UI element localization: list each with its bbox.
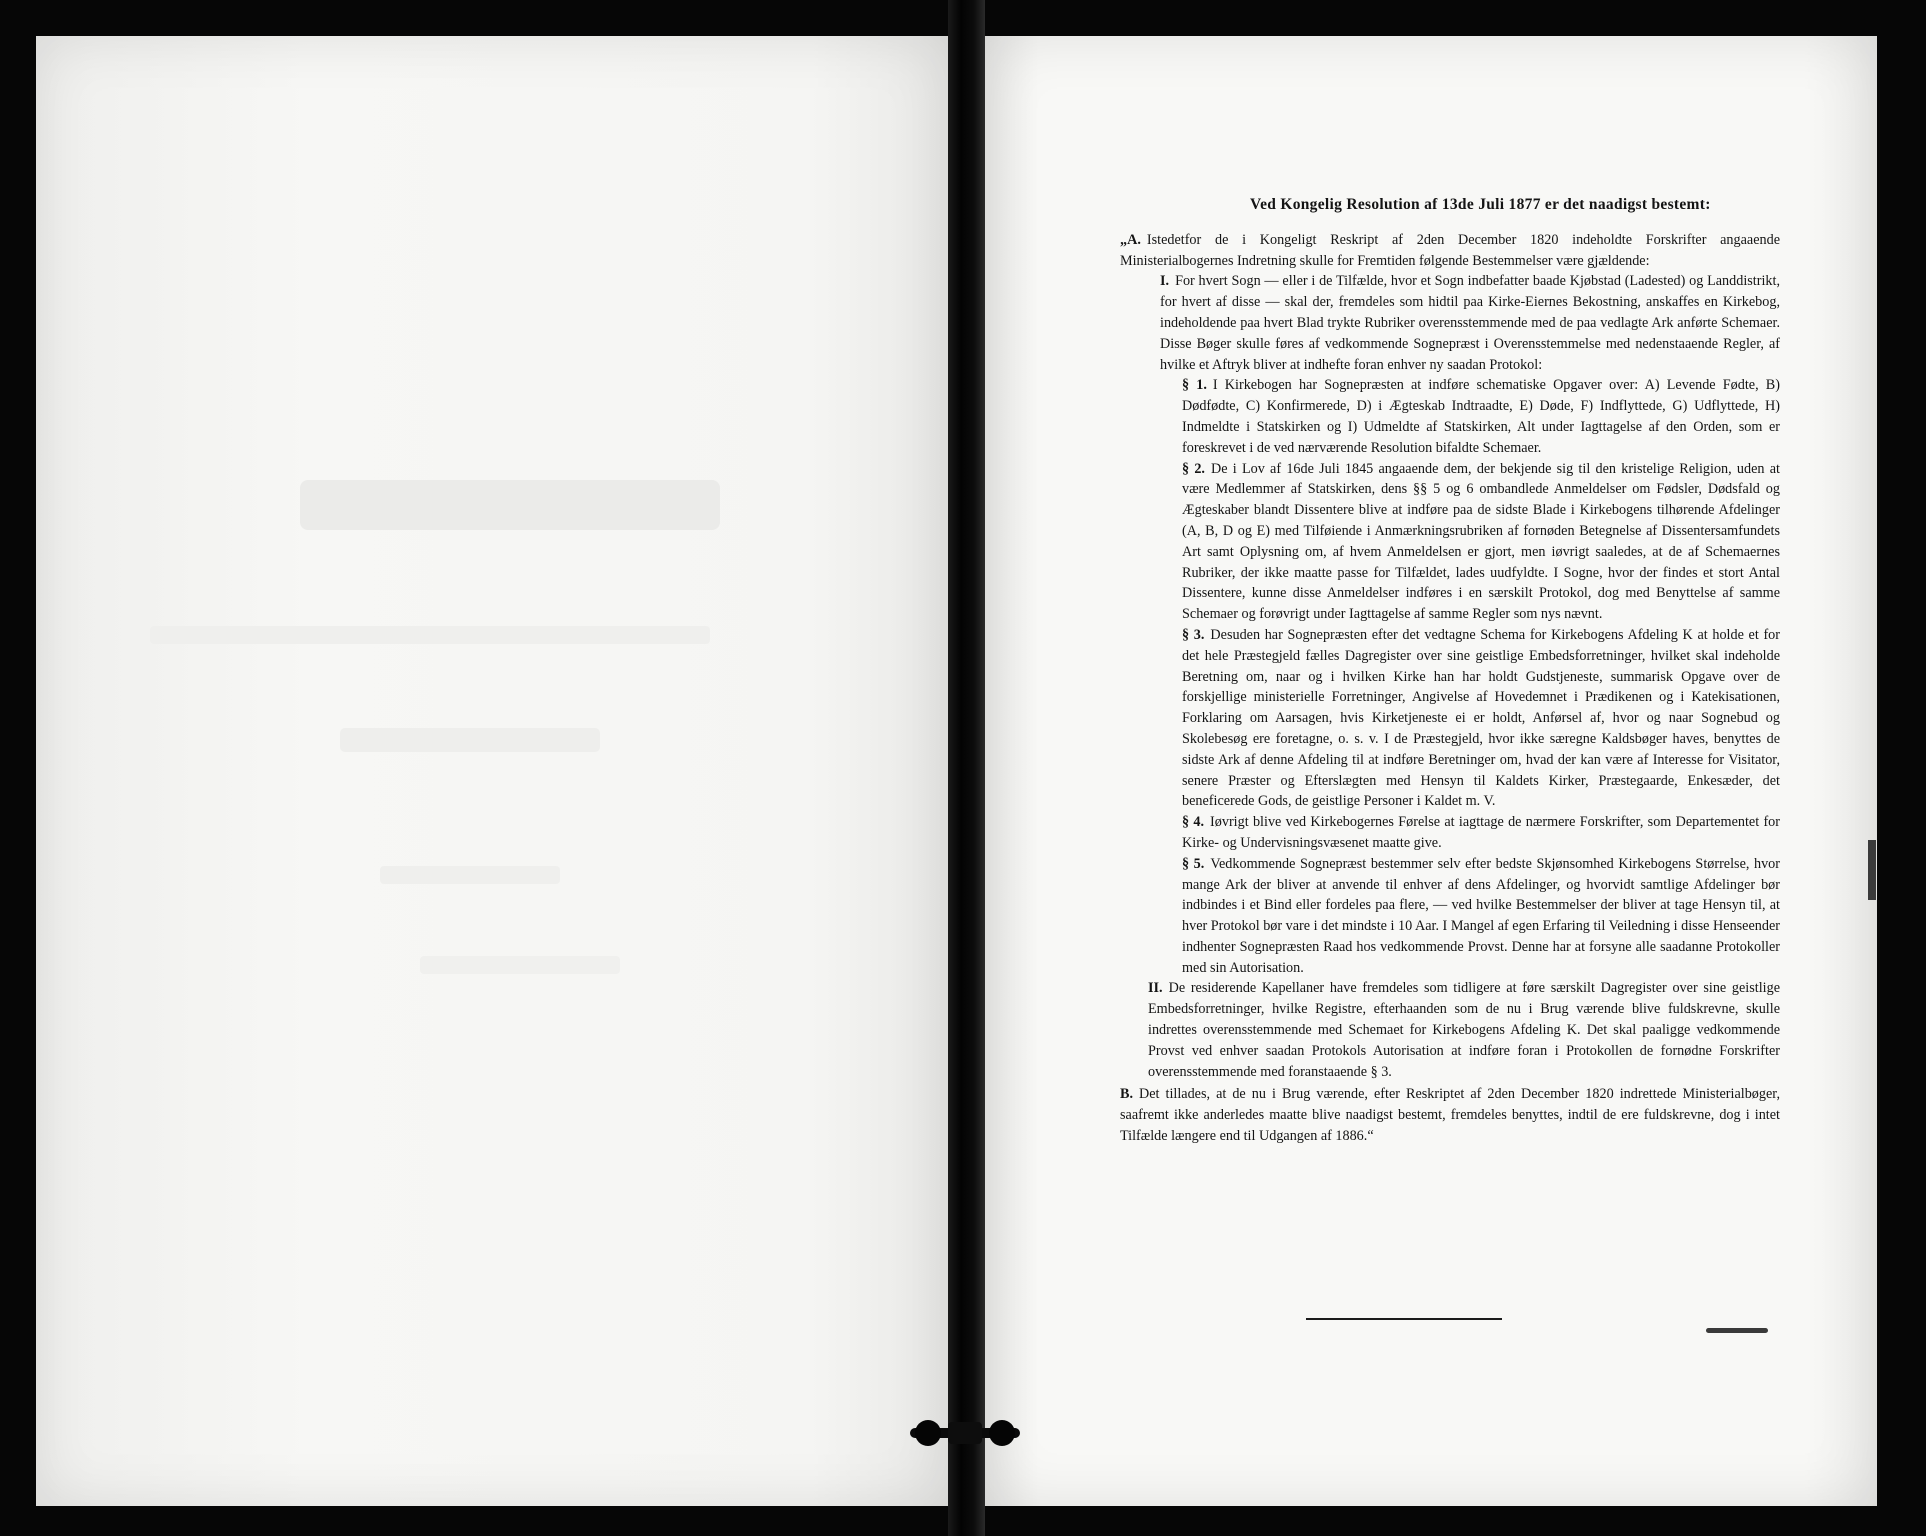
book-gutter	[948, 0, 985, 1536]
bleed-through-smudge	[420, 950, 620, 986]
paragraph-marker: II.	[1148, 980, 1163, 997]
paragraph-marker: § 4.	[1182, 814, 1205, 831]
paragraph-marker: I.	[1160, 273, 1170, 290]
section-3	[1182, 625, 1780, 812]
paragraph-text: For hvert Sogn — eller i de Tilfælde, hvor et Sogn indbefatter baade Kjøbstad (Ladested) og Landdistrikt, for hvert af disse — skal der, fremdeles som hidtil paa Kirke-Eiernes Bekostning, anskaffes en Kirkebog, indeholdende paa hvert Blad trykte Rubriker overensstemmende med de paa vedlagte Ark anførte Schemaer. Disse Bøger skulle føres af vedkommende Sognepræst i Overensstemmelse med nedenstaaende Regler, af hvilke et Aftryk bliver at indhefte foran enhver ny saadan Protokol:	[1160, 273, 1780, 373]
paragraph-text: Det tillades, at de nu i Brug værende, efter Reskriptet af 2den December 1820 indrettede Ministerialbøger, saafremt ikke anderledes maatte blive naadigst bestemt, fremdeles benyttes, indtil de ere fuldskrevne, dog i intet Tilfælde længere end til Udgangen af 1886.“	[1120, 1086, 1780, 1145]
paragraph-text: I Kirkebogen har Sognepræsten at indføre schematiske Opgaver over: A) Levende Fødte, B) Dødfødte, C) Konfirmerede, D) i Ægteskab Indtraadte, E) Døde, F) Indflyttede, G) Udflyttede, H) Indmeldte i Statskirken og I) Udmeldte af Statskirken, Alt under Iagttagelse af den Orden, som er foreskrevet i de ved nærværende Resolution bifaldte Schemaer.	[1182, 377, 1780, 456]
paragraph-marker: § 5.	[1182, 855, 1205, 872]
paragraph-text: Istedetfor de i Kongeligt Reskript af 2den December 1820 indeholdte Forskrifter angaaende Ministerialbogernes Indretning skulle for Fremtiden følgende Bestemmelser være gjældende:	[1120, 231, 1780, 269]
bleed-through-smudge	[150, 620, 710, 656]
resolution-text	[1120, 195, 1780, 1147]
section-2	[1182, 459, 1780, 625]
bleed-through-smudge	[380, 860, 560, 896]
paragraph-marker: „A.	[1120, 231, 1141, 248]
bleed-through-smudge	[300, 470, 720, 555]
binding-clip-icon	[910, 1418, 1020, 1448]
paragraph-I	[1160, 271, 1780, 375]
paragraph-text: Iøvrigt blive ved Kirkebogernes Førelse at iagttage de nærmere Forskrifter, som Departementet for Kirke- og Undervisningsvæsenet maatte give.	[1182, 814, 1780, 851]
paragraph-A	[1120, 230, 1780, 272]
bleed-through-smudge	[340, 720, 600, 768]
paragraph-text: De i Lov af 16de Juli 1845 angaaende dem, der bekjende sig til den kristelige Religion, uden at være Medlemmer af Statskirken, dens §§ 5 og 6 ombandlede Anmeldelser om Fødsler, Dødsfald og Ægteskaber blandt Dissentere blive at indføre paa de sidste Blade i Kirkebogens tilhørende Afdelinger (A, B, D og E) med Tilføiende i Anmærkningsrubriken af fornøden Betegnelse af Dissentersamfundets Art samt Oplysning om, af hvem Anmeldelsen er gjort, men iøvrigt saaledes, at de af Schemaernes Rubriker, der ikke maatte passe for Tilfældet, lades uudfyldte. I Sogne, hvor der findes et stort Antal Dissentere, kunne disse Anmeldelser indføres i en særskilt Protokol, dog med Benyttelse af samme Schemaer og forøvrigt under Iagttagelse af samme Regler som nys nævnt.	[1182, 460, 1780, 623]
ink-stain	[1706, 1328, 1768, 1333]
paragraph-B	[1120, 1084, 1780, 1146]
resolution-heading: Ved Kongelig Resolution af 13de Juli 1877 er det naadigst bestemt:	[1250, 196, 1711, 213]
paragraph-text: Desuden har Sognepræsten efter det vedtagne Schema for Kirkebogens Afdeling K at holde et for det hele Præstegjeld fælles Dagregister over sine geistlige Embedsforretninger, hvilket skal indeholde Beretning om, naar og i hvilken Kirke han har holdt Gudstjeneste, summarisk Opgave over de forskjellige ministerielle Forretninger, Angivelse af Hovedemnet i Prædikenen og i Katekisationen, Forklaring om Aarsagen, hvis Kirketjeneste ei er holdt, Anførsel af, hvor og naar Sognebud og Skolebesøg ere foretagne, o. s. v. I de Præstegjeld, hvor ikke særegne Kaldsbøger haves, benyttes de sidste Ark af denne Afdeling til at indføre Beretninger om, hvad der kan være af Interesse for Visitator, senere Præster og Efterslægten med Hensyn til Kaldets Kirker, Præstegaarde, Enkesæder, det beneficerede Gods, de geistlige Personer i Kaldet m. V.	[1182, 626, 1780, 810]
page-edge-mark	[1868, 840, 1876, 900]
left-page	[36, 36, 948, 1506]
paragraph-marker: B.	[1120, 1086, 1134, 1103]
section-4	[1182, 812, 1780, 854]
section-1	[1182, 375, 1780, 458]
closing-rule	[1306, 1318, 1502, 1320]
paragraph-text: Vedkommende Sognepræst bestemmer selv efter bedste Skjønsomhed Kirkebogens Størrelse, hvor mange Ark der bliver at anvende til enhver af dens Afdelinger, og hvorvidt samtlige Afdelinger bør indbindes i et Bind eller fordeles paa flere, — ved hvilke Bestemmelser der bliver at tage Hensyn til, at hver Protokol bør vare i det mindste i 10 Aar. I Mangel af egen Erfaring til Veiledning i disse Henseender indhenter Sognepræsten Raad hos vedkommende Provst. Denne har at forsyne alle saadanne Protokoller med sin Autorisation.	[1182, 855, 1781, 976]
paragraph-marker: § 1.	[1182, 377, 1207, 394]
paragraph-marker: § 3.	[1182, 626, 1205, 643]
section-5	[1182, 854, 1780, 979]
paragraph-text: De residerende Kapellaner have fremdeles som tidligere at føre særskilt Dagregister over sine geistlige Embedsforretninger, hvilke Registre, efterhaanden som de nu i Brug værende blive fuldskrevne, skulle indrettes overensstemmende med Schemaet for Kirkebogens Afdeling K. Det skal paaligge vedkommende Provst ved enhver saadan Protokols Autorisation at indføre foran i Protokollen de fornødne Forskrifter overensstemmende med foranstaaende § 3.	[1148, 980, 1780, 1080]
paragraph-II	[1148, 978, 1780, 1082]
paragraph-marker: § 2.	[1182, 460, 1205, 477]
